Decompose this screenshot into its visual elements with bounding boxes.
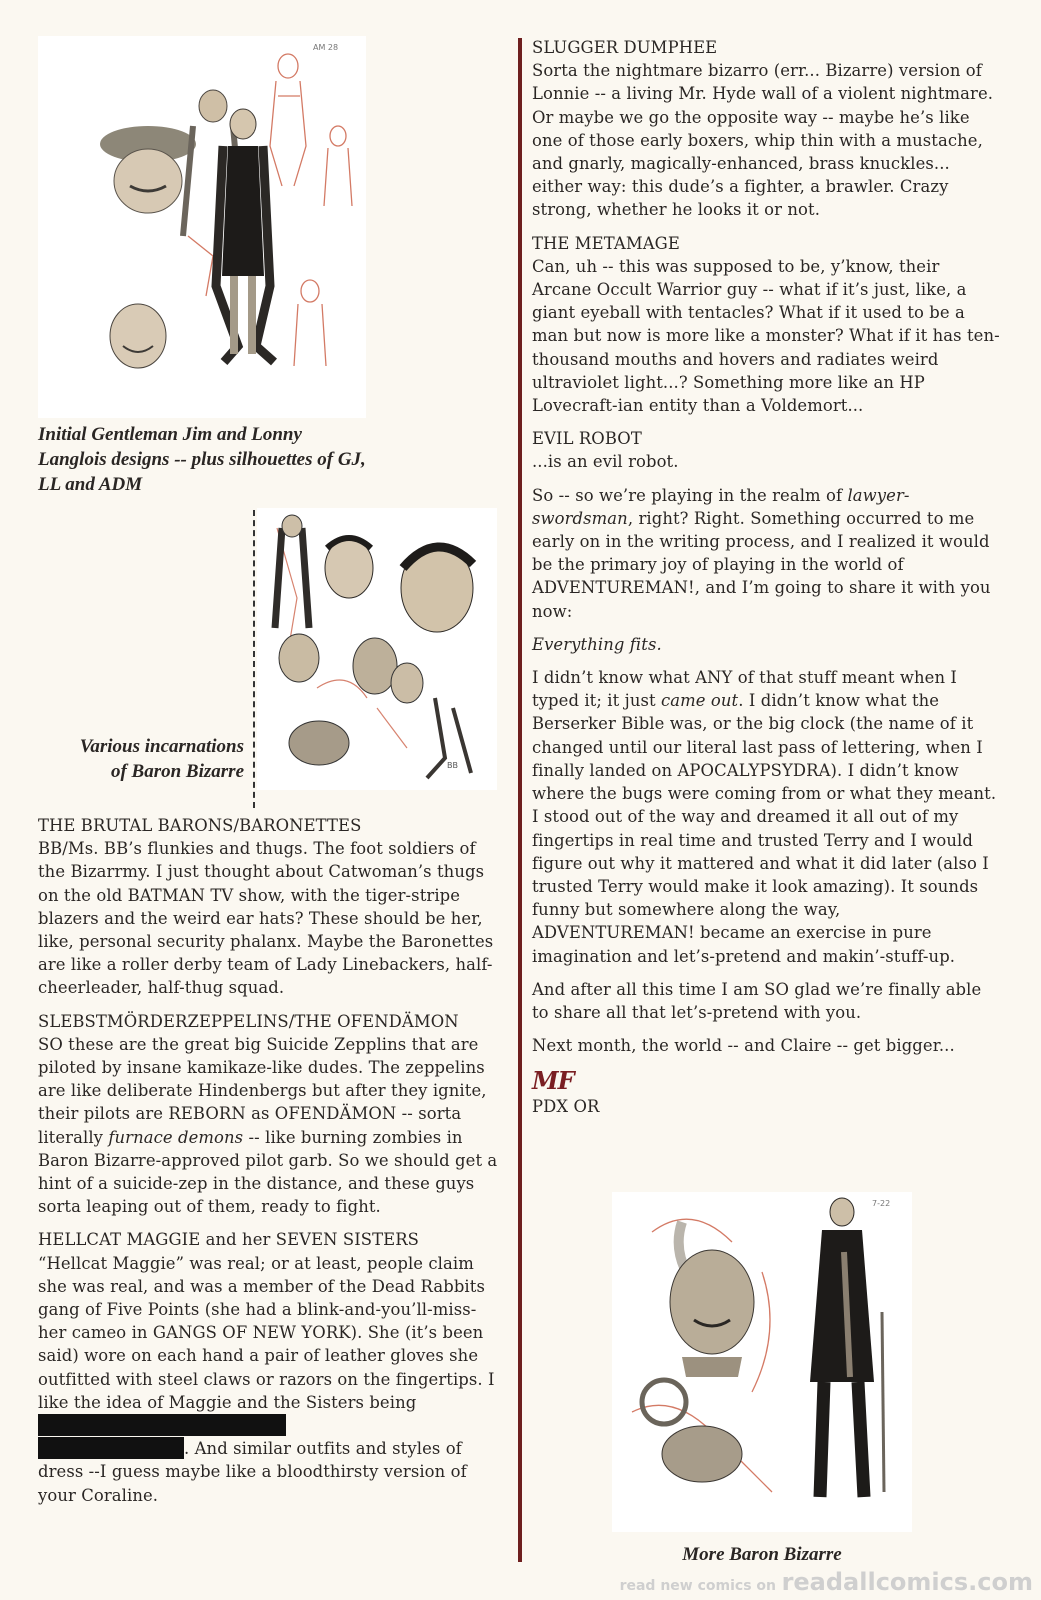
zeppelins-body [38, 1033, 504, 1219]
glad-paragraph [532, 978, 1002, 1024]
hellcat-heading: HELLCAT MAGGIE and her SEVEN SISTERS [38, 1230, 419, 1250]
location-text: PDX OR [532, 1097, 600, 1117]
gentleman-jim-sketch [38, 36, 366, 418]
para2-end: . I didn’t know what the Berserker Bible was, or the big clock (the name of it changed until our literal last pass of lettering, when I finally landed on APOCALYPSYDRA). I didn’t know where the bugs were coming from or what they meant. I stood out of the way and dreamed it all out of my fingertips in real time and trusted Terry and I would figure out why it mattered and what it did later (also I trusted Terry would make it look amazing). It sounds funny but somewhere along the way, ADVENTUREMAN! became an exercise in pure imagination and let’s-pretend and makin’-stuff-up. [532, 691, 997, 966]
para1-italic: lawyer-swordsman [532, 485, 910, 528]
section-hellcat [38, 1228, 504, 1506]
metamage-body: Can, uh -- this was supposed to be, y’know, their Arcane Occult Warrior guy -- what if it’s just, like, a giant eyeball with tentacles? What if it used to be a man but now is more like a monster? What if it has ten-thousand mouths and hovers and radiates weird ultraviolet light...? Something more like an HP Lovecraft-ian entity than a Voldemort... [532, 256, 1000, 416]
baron-bizarre-caption [40, 734, 244, 784]
evil-robot-heading: EVIL ROBOT [532, 429, 642, 449]
evil-robot-body: ...is an evil robot. [532, 452, 679, 472]
para2-start: I didn’t know what ANY of that stuff meant when I typed it; it just [532, 668, 957, 711]
hellcat-body-end: . And similar outfits and styles of dress --I guess maybe like a bloodthirsty version of your Coraline. [38, 1439, 467, 1505]
section-brutal-barons [38, 814, 504, 1000]
redaction-bar [38, 1437, 184, 1459]
metamage-heading: THE METAMAGE [532, 233, 680, 253]
zeppelins-heading: SLEBSTMÖRDERZEPPELINS/THE OFENDÄMON [38, 1011, 459, 1031]
zeppelins-body-italic: furnace demons [108, 1127, 244, 1147]
baron-caption-line-2: of Baron Bizarre [110, 761, 244, 782]
section-metamage [532, 232, 1002, 418]
para1-start: So -- so we’re playing in the realm of [532, 485, 848, 505]
zeppelins-body-end: -- like burning zombies in Baron Bizarre-approved pilot garb. So we should get a hint of a suicide-zep in the distance, and these guys sorta leaping out of them, ready to fight. [38, 1127, 498, 1217]
left-text-column [38, 814, 504, 1517]
brutal-barons-body: BB/Ms. BB’s flunkies and thugs. The foot soldiers of the Bizarrmy. I just thought about Catwoman’s thugs on the old BATMAN TV show, with the tiger-stripe blazers and the weird ear hats? These should be her, like, personal security phalanx. Maybe the Baronettes are like a roller derby team of Lady Linebackers, half-cheerleader, half-thug squad. [38, 839, 494, 998]
redaction-bar [38, 1414, 286, 1436]
svg-text:BB: BB [447, 761, 458, 770]
gentleman-jim-caption: Initial Gentleman Jim and Lonny Langlois designs -- plus silhouettes of GJ, LL and ADM [38, 424, 366, 495]
section-evil-robot [532, 427, 1002, 473]
right-text-column [532, 36, 1002, 1119]
para1-end: , right? Right. Something occurred to me early on in the writing process, and I realized it would be the primary joy of playing in the world of ADVENTUREMAN!, and I’m going to share it with you now: [532, 508, 991, 621]
section-zeppelins [38, 1010, 504, 1219]
everything-fits-text: Everything fits. [532, 634, 662, 654]
baron-caption-line-1: Various incarnations [79, 736, 244, 757]
column-divider [518, 38, 522, 1562]
svg-text:AM 28: AM 28 [313, 43, 339, 52]
everything-fits-paragraph [532, 633, 1002, 656]
brutal-barons-heading: THE BRUTAL BARONS/BARONETTES [38, 816, 362, 835]
more-baron-caption: More Baron Bizarre [682, 1544, 842, 1565]
signature: MF [532, 1066, 574, 1096]
hellcat-body [38, 1252, 504, 1507]
baron-bizarre-sketch [257, 508, 497, 790]
zeppelins-body-start: SO these are the great big Suicide Zepplins that are piloted by insane kamikaze-like dudes. The zeppelins are like deliberate Hindenbergs but after they ignite, their pilots are REBORN as OFENDÄMON -- sorta literally [38, 1034, 487, 1147]
next-month-text: Next month, the world -- and Claire -- get bigger... [532, 1036, 955, 1056]
section-slugger [532, 36, 1002, 222]
watermark [620, 1568, 1033, 1596]
imagination-paragraph [532, 666, 1002, 968]
slugger-body: Sorta the nightmare bizarro (err... Bizarre) version of Lonnie -- a living Mr. Hyde wall of a violent nightmare. Or maybe we go the opposite way -- maybe he’s like one of those early boxers, whip thin with a mustache, and gnarly, magically-enhanced, brass knuckles... either way: this dude’s a fighter, a brawler. Crazy strong, whether he looks it or not. [532, 61, 994, 220]
caption-divider [253, 510, 255, 808]
next-month-paragraph [532, 1034, 1002, 1057]
glad-text: And after all this time I am SO glad we’re finally able to share all that let’s-pretend with you. [532, 979, 982, 1022]
more-baron-bizarre-sketch [612, 1192, 912, 1532]
svg-text:7-22: 7-22 [872, 1199, 891, 1208]
hellcat-body-start: “Hellcat Maggie” was real; or at least, people claim she was real, and was a member of the Dead Rabbits gang of Five Points (she had a blink-and-you’ll-miss-her cameo in GANGS OF NEW YORK). She (it’s been said) wore on each hand a pair of leather gloves she outfitted with steel claws or razors on the fingertips. I like the idea of Maggie and the Sisters being [38, 1253, 495, 1412]
para2-italic: came out [661, 691, 739, 711]
watermark-site: readallcomics.com [781, 1568, 1033, 1596]
lawyer-swordsman-paragraph [532, 484, 1002, 623]
watermark-prefix: read new comics on [619, 1578, 776, 1594]
slugger-heading: SLUGGER DUMPHEE [532, 38, 718, 57]
